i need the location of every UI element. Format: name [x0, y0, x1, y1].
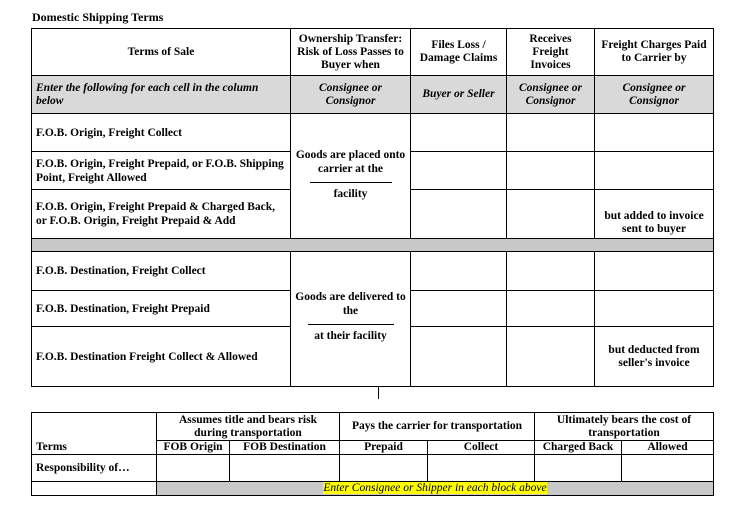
input-cell[interactable]: [411, 291, 507, 327]
page-title: Domestic Shipping Terms: [32, 10, 164, 24]
col-header-terms: Terms: [32, 441, 157, 455]
term-destination-allowed: F.O.B. Destination Freight Collect & Allowed: [32, 327, 291, 387]
input-cell[interactable]: [428, 455, 535, 482]
input-cell[interactable]: [411, 327, 507, 387]
header-terms-of-sale: Terms of Sale: [32, 29, 291, 76]
input-cell[interactable]: [535, 455, 622, 482]
term-destination-collect: F.O.B. Destination, Freight Collect: [32, 252, 291, 291]
col-header-charged-back: Charged Back: [535, 441, 622, 455]
input-cell[interactable]: [411, 114, 507, 152]
instruction-claims: Buyer or Seller: [411, 76, 507, 114]
instruction-charges: Consignee or Consignor: [595, 76, 714, 114]
header-freight-charges: Freight Charges Paid to Carrier by: [595, 29, 714, 76]
instruction-invoices: Consignee or Consignor: [507, 76, 595, 114]
row-label-responsibility: Responsibility of…: [32, 455, 157, 482]
col-header-fob-destination: FOB Destination: [230, 441, 340, 455]
col-header-collect: Collect: [428, 441, 535, 455]
input-cell[interactable]: [507, 190, 595, 239]
destination-ownership-cell[interactable]: [291, 252, 411, 387]
input-cell[interactable]: [507, 291, 595, 327]
empty-footer-cell: [32, 482, 157, 496]
col-header-fob-origin: FOB Origin: [157, 441, 230, 455]
group-header-pays-carrier: Pays the carrier for transportation: [340, 413, 535, 441]
input-cell[interactable]: [595, 114, 714, 152]
input-cell[interactable]: [411, 252, 507, 291]
input-cell[interactable]: [507, 152, 595, 190]
input-cell[interactable]: [622, 455, 714, 482]
col-header-prepaid: Prepaid: [340, 441, 428, 455]
header-files-loss: Files Loss / Damage Claims: [411, 29, 507, 76]
col-header-allowed: Allowed: [622, 441, 714, 455]
term-origin-charged-back: F.O.B. Origin, Freight Prepaid & Charged Back, or F.O.B. Origin, Freight Prepaid & Add: [32, 190, 291, 239]
footer-instruction-bar: [157, 482, 714, 496]
input-cell[interactable]: [340, 455, 428, 482]
destination-ownership-text: Goods are delivered to the: [295, 291, 406, 317]
text-cursor: [378, 386, 379, 399]
input-cell[interactable]: [507, 327, 595, 387]
input-cell[interactable]: [507, 114, 595, 152]
input-cell[interactable]: [411, 152, 507, 190]
shipping-terms-table: [31, 28, 714, 387]
header-receives-invoices: Receives Freight Invoices: [507, 29, 595, 76]
origin-ownership-text: Goods are placed onto carrier at the: [295, 149, 406, 175]
group-header-title-risk: Assumes title and bears risk during transportation: [157, 413, 340, 441]
instruction-terms: Enter the following for each cell in the column below: [32, 76, 291, 114]
section-separator: [32, 239, 714, 252]
input-cell[interactable]: [595, 152, 714, 190]
input-cell[interactable]: [411, 190, 507, 239]
footer-instruction: Enter Consignee or Shipper in each block above: [323, 482, 547, 494]
origin-ownership-cell[interactable]: [291, 114, 411, 239]
term-origin-prepaid: F.O.B. Origin, Freight Prepaid, or F.O.B. Shipping Point, Freight Allowed: [32, 152, 291, 190]
origin-ownership-facility: facility: [333, 188, 368, 200]
destination-freight-note: but deducted from seller's invoice: [595, 327, 714, 387]
input-cell[interactable]: [230, 455, 340, 482]
blank-line: [308, 324, 394, 325]
input-cell[interactable]: [595, 291, 714, 327]
responsibility-table: [31, 412, 714, 496]
term-origin-collect: F.O.B. Origin, Freight Collect: [32, 114, 291, 152]
input-cell[interactable]: [595, 252, 714, 291]
input-cell[interactable]: [157, 455, 230, 482]
instruction-ownership: Consignee or Consignor: [291, 76, 411, 114]
input-cell[interactable]: [507, 252, 595, 291]
origin-freight-note: but added to invoice sent to buyer: [595, 190, 714, 239]
header-ownership-transfer: Ownership Transfer: Risk of Loss Passes to Buyer when: [291, 29, 411, 76]
empty-header-cell: [32, 413, 157, 441]
blank-line: [310, 182, 392, 183]
destination-ownership-facility: at their facility: [314, 330, 387, 342]
group-header-bears-cost: Ultimately bears the cost of transportation: [535, 413, 714, 441]
term-destination-prepaid: F.O.B. Destination, Freight Prepaid: [32, 291, 291, 327]
